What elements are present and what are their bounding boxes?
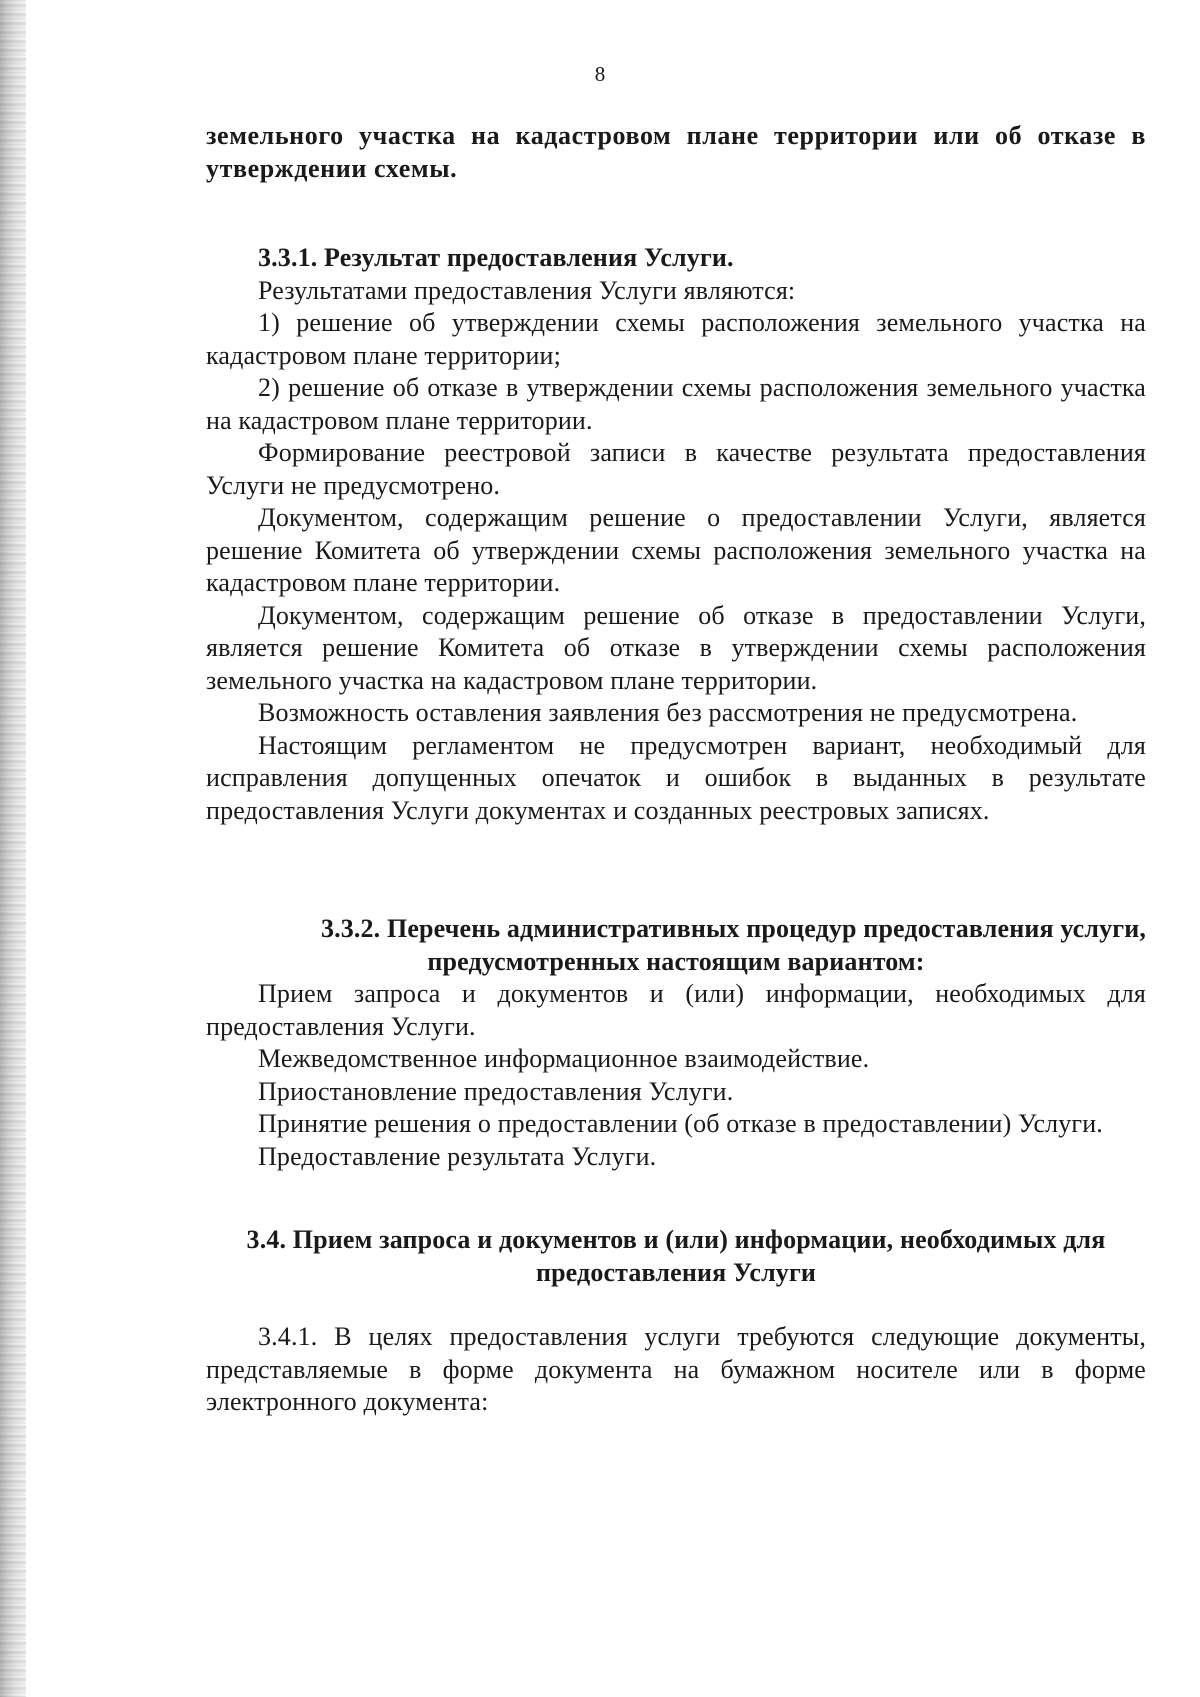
scan-edge-shadow: [0, 0, 26, 1697]
section-3-3-2-paragraph: Приостановление предоставления Услуги.: [258, 1076, 734, 1106]
section-3-4-heading-line1: 3.4. Прием запроса и документов и (или) информации, необходимых для: [246, 1225, 1106, 1254]
section-3-3-1-paragraph: 2) решение об отказе в утверждении схемы расположения земельного участка на кадастровом плане территории.: [206, 373, 1146, 435]
section-3-3-1-paragraph: Формирование реестровой записи в качестве результата предоставления Услуги не предусмотрено.: [206, 438, 1146, 500]
spacer: [206, 185, 1146, 242]
section-3-3-1-paragraph: Возможность оставления заявления без рассмотрения не предусмотрена.: [258, 698, 1078, 727]
section-3-3-2-paragraph: Прием запроса и документов и (или) информации, необходимых для предоставления Услуги.: [206, 979, 1146, 1041]
section-3-3-1-paragraph: Документом, содержащим решение о предоставлении Услуги, является решение Комитета об утверждении схемы расположения земельного участка на кадастровом плане территории.: [206, 503, 1146, 597]
section-3-3-2-paragraph: Предоставление результата Услуги.: [258, 1141, 657, 1171]
section-3-4-heading-line2: предоставления Услуги: [535, 1257, 817, 1287]
intro-paragraph: земельного участка на кадастровом плане территории или об отказе в утверждении схемы.: [206, 121, 1146, 183]
section-3-3-1-paragraph: Результатами предоставления Услуги являются:: [258, 275, 796, 305]
section-3-3-2-heading-line1: 3.3.2. Перечень административных процедур предоставления услуги,: [320, 914, 1146, 943]
section-3-3-2-paragraph: Межведомственное информационное взаимодействие.: [258, 1044, 870, 1073]
section-3-3-1-paragraph: Настоящим регламентом не предусмотрен вариант, необходимый для исправления допущенных опечаток и ошибок в выданных в результате предоставления Услуги документах и созданных реестровых записях.: [206, 730, 1146, 825]
section-3-3-1-paragraph: Документом, содержащим решение об отказе в предоставлении Услуги, является решение Комитета об отказе в утверждении схемы расположения земельного участка на кадастровом плане территории.: [206, 600, 1146, 695]
spacer: [206, 1173, 1146, 1224]
section-3-4-1-paragraph: 3.4.1. В целях предоставления услуги требуются следующие документы, представляемые в форме документа на бумажном носителе или в форме электронного документа:: [206, 1322, 1146, 1416]
section-3-3-1-paragraph: 1) решение об утверждении схемы расположения земельного участка на кадастровом плане территории;: [206, 308, 1146, 370]
section-3-3-2-heading-line2: предусмотренных настоящим вариантом:: [427, 946, 925, 976]
spacer: [206, 1289, 1146, 1321]
section-3-3-1-heading: 3.3.1. Результат предоставления Услуги.: [258, 243, 734, 272]
section-3-3-2-paragraph: Принятие решения о предоставлении (об отказе в предоставлении) Услуги.: [258, 1109, 1103, 1138]
document-body: [206, 120, 1146, 1419]
page-number: 8: [594, 62, 606, 86]
spacer: [206, 827, 1146, 913]
